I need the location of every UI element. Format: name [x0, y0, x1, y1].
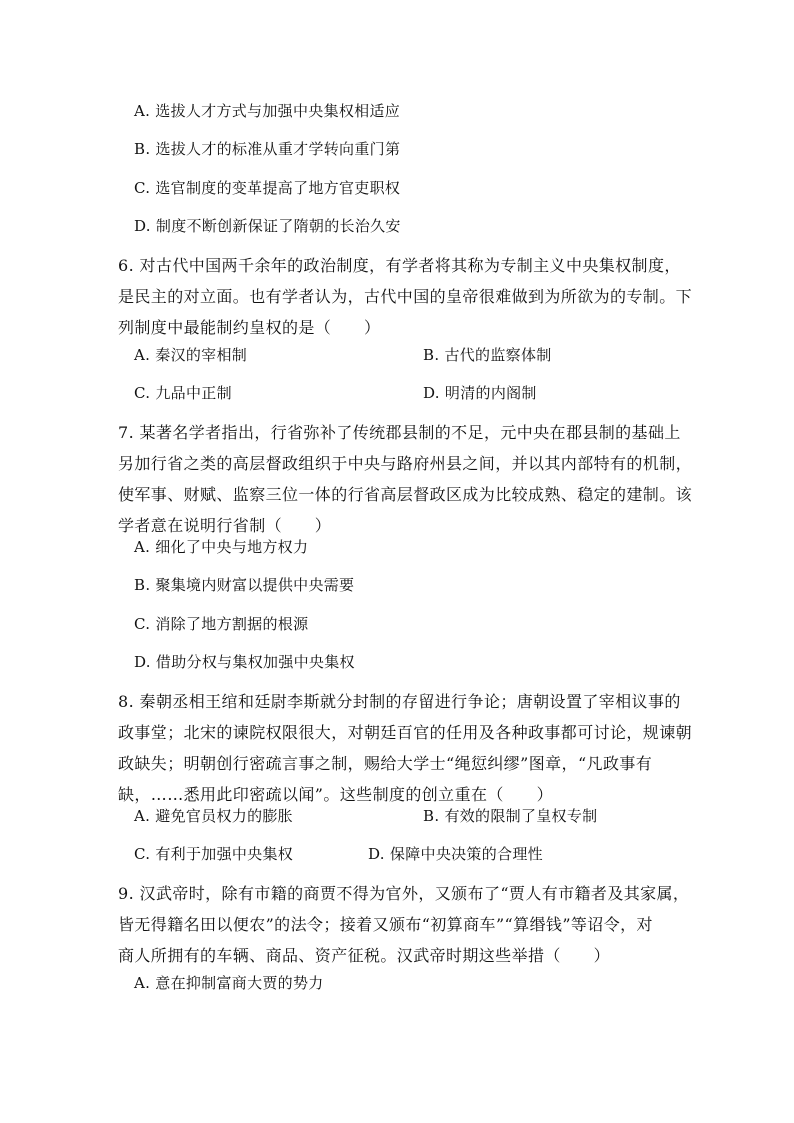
q8-line-1: 8. 秦朝丞相王绾和廷尉李斯就分封制的存留进行争论；唐朝设置了宰相议事的 — [118, 692, 681, 711]
q6-option-d: D. 明清的内阁制 — [423, 384, 537, 402]
q7-line-4: 学者意在说明行省制（ ） — [118, 516, 332, 535]
q9-line-1: 9. 汉武帝时，除有市籍的商贾不得为官外，又颁布了“贾人有市籍者及其家属， — [118, 884, 690, 903]
q5-option-c: C. 选官制度的变革提高了地方官吏职权 — [134, 179, 401, 197]
q8-option-a: A. 避免官员权力的膨胀 — [134, 807, 293, 825]
q7-option-d: D. 借助分权与集权加强中央集权 — [134, 653, 355, 671]
q7-line-2: 另加行省之类的高层督政组织于中央与路府州县之间，并以其内部特有的机制， — [118, 454, 693, 473]
q5-option-a: A. 选拔人才方式与加强中央集权相适应 — [134, 102, 401, 120]
question-8-stem — [118, 686, 693, 810]
q7-line-1: 7. 某著名学者指出，行省弥补了传统郡县制的不足，元中央在郡县制的基础上 — [118, 423, 681, 442]
question-7-stem — [118, 417, 693, 541]
question-6-stem — [118, 250, 693, 343]
q9-option-a: A. 意在抑制富商大贾的势力 — [134, 974, 324, 992]
q5-option-b: B. 选拔人才的标准从重才学转向重门第 — [134, 140, 401, 158]
q8-option-b: B. 有效的限制了皇权专制 — [423, 807, 598, 825]
q8-option-d: D. 保障中央决策的合理性 — [368, 845, 543, 863]
q8-line-2: 政事堂；北宋的谏院权限很大，对朝廷百官的任用及各种政事都可讨论，规谏朝 — [118, 723, 693, 742]
q7-option-a: A. 细化了中央与地方权力 — [134, 538, 309, 556]
q6-line-1: 6. 对古代中国两千余年的政治制度，有学者将其称为专制主义中央集权制度， — [118, 256, 681, 275]
q8-option-c: C. 有利于加强中央集权 — [134, 845, 294, 863]
q9-line-2: 皆无得籍名田以便农”的法令；接着又颁布“初算商车”“算缗钱”等诏令，对 — [118, 915, 653, 934]
q8-line-3: 政缺失；明朝创行密疏言事之制，赐给大学士“绳愆纠缪”图章，“凡政事有 — [118, 754, 653, 773]
q6-option-c: C. 九品中正制 — [134, 384, 232, 402]
q7-line-3: 使军事、财赋、监察三位一体的行省高层督政区成为比较成熟、稳定的建制。该 — [118, 485, 693, 504]
question-9-stem — [118, 878, 690, 971]
q7-option-c: C. 消除了地方割据的根源 — [134, 615, 309, 633]
q6-line-2: 是民主的对立面。也有学者认为，古代中国的皇帝很难做到为所欲为的专制。下 — [118, 287, 693, 306]
q9-line-3: 商人所拥有的车辆、商品、资产征税。汉武帝时期这些举措（ ） — [118, 946, 611, 965]
q6-option-b: B. 古代的监察体制 — [423, 346, 552, 364]
q5-option-d: D. 制度不断创新保证了隋朝的长治久安 — [134, 217, 401, 235]
q6-line-3: 列制度中最能制约皇权的是（ ） — [118, 318, 381, 337]
q8-line-4: 缺，……悉用此印密疏以闻”。这些制度的创立重在（ ） — [118, 785, 553, 804]
q6-option-a: A. 秦汉的宰相制 — [134, 346, 248, 364]
q7-option-b: B. 聚集境内财富以提供中央需要 — [134, 576, 355, 594]
